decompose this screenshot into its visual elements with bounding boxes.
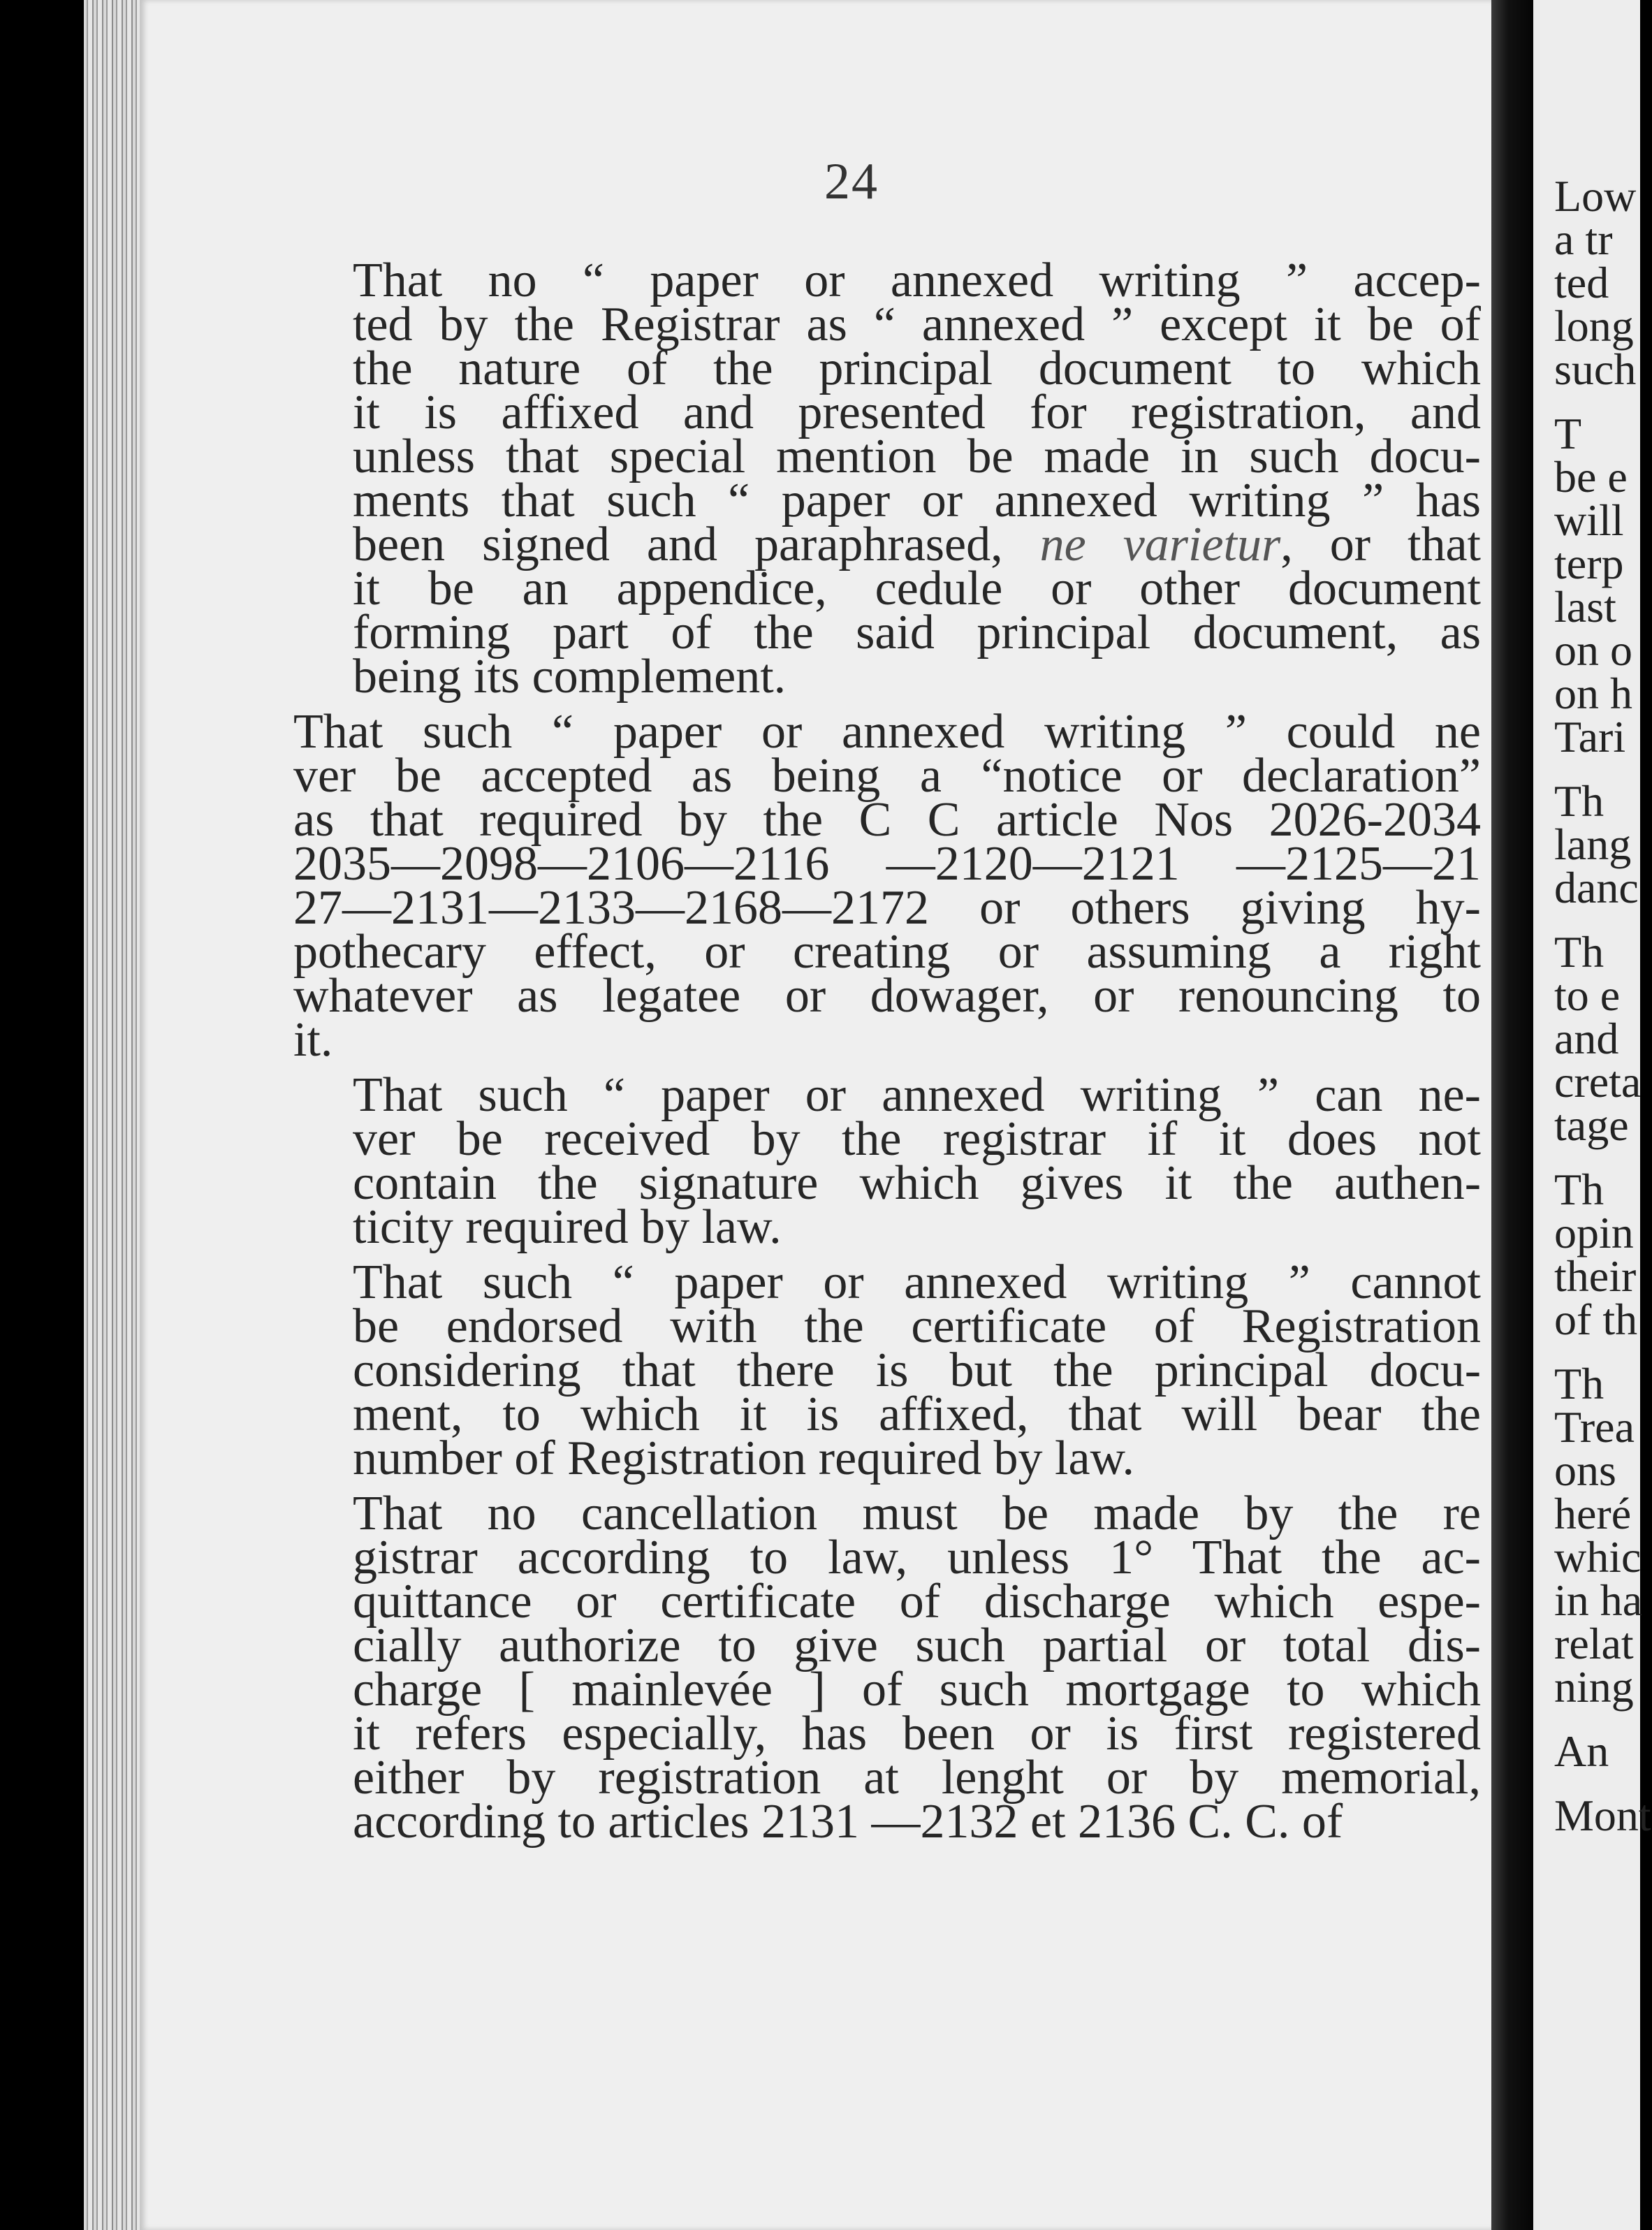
page-number: 24: [824, 153, 879, 210]
right-page-line: An: [1554, 1726, 1609, 1776]
text-line: whatever as legatee or dowager, or renouncing to: [293, 969, 1481, 1023]
right-page-line: opin: [1554, 1208, 1634, 1258]
right-page-line: lang: [1554, 819, 1632, 869]
text-line: it.: [293, 1013, 333, 1067]
right-page-line: Tari: [1554, 712, 1626, 761]
right-page-line: ted: [1554, 258, 1609, 307]
page-body-text: [293, 254, 1481, 1849]
right-page-line: such: [1554, 344, 1637, 394]
right-page-line: in ha: [1554, 1575, 1643, 1625]
latin-phrase: ne varietur: [1039, 518, 1281, 571]
right-page-line: Mont: [1554, 1791, 1651, 1840]
text-line: quittance or certificate of discharge which espe-: [353, 1575, 1481, 1628]
text-line: 2035—2098—2106—2116 —2120—2121 —2125—21: [293, 837, 1481, 891]
paragraph: [293, 705, 1481, 1067]
right-page-line: on h: [1554, 669, 1632, 718]
right-page-line: ons: [1554, 1445, 1616, 1495]
paragraph: [293, 1255, 1481, 1485]
right-page-line: will: [1554, 495, 1624, 545]
right-page-line: a tr: [1554, 214, 1613, 264]
right-page-line: creta: [1554, 1057, 1642, 1107]
right-page-line: Th: [1554, 1359, 1605, 1408]
text-line: cially authorize to give such partial or total dis-: [353, 1619, 1481, 1672]
text-line: 27—2131—2133—2168—2172 or others giving hy-: [293, 881, 1481, 935]
text-line: That such “ paper or annexed writing ” can ne-: [353, 1068, 1481, 1122]
text-line: it refers especially, has been or is first registered: [353, 1707, 1481, 1761]
text-line: as that required by the C C article Nos 2026-2034: [293, 793, 1481, 847]
text-line: ver be received by the registrar if it does not: [353, 1112, 1481, 1166]
text-line: ted by the Registrar as “ annexed ” except it be of: [353, 298, 1481, 351]
right-page-line: Th: [1554, 927, 1605, 977]
text-line: unless that special mention be made in such docu-: [353, 430, 1481, 483]
right-page-line: and: [1554, 1014, 1619, 1063]
right-page-line: terp: [1554, 539, 1624, 588]
text-line: number of Registration required by law.: [353, 1431, 1135, 1485]
text-line: been signed and paraphrased, ne varietur, or that: [353, 518, 1481, 571]
paragraph: [293, 254, 1481, 704]
right-page-line: T: [1554, 409, 1582, 458]
scan-border: [0, 0, 84, 2230]
text-line: That no “ paper or annexed writing ” accep-: [353, 254, 1481, 307]
text-line: considering that there is but the principal docu-: [353, 1343, 1481, 1397]
right-page-line: Trea: [1554, 1402, 1635, 1452]
right-page-line: long: [1554, 301, 1634, 351]
right-page-line: Th: [1554, 1165, 1605, 1214]
text-line: be endorsed with the certificate of Registration: [353, 1299, 1481, 1353]
text-line: pothecary effect, or creating or assuming a right: [293, 925, 1481, 979]
text-line: charge [ mainlevée ] of such mortgage to which: [353, 1663, 1481, 1717]
text-line: That such “ paper or annexed writing ” cannot: [353, 1255, 1481, 1309]
right-page-line: ning: [1554, 1662, 1634, 1712]
text-line: That such “ paper or annexed writing ” could ne: [293, 705, 1481, 759]
right-page-line: Th: [1554, 776, 1605, 826]
right-page-line: relat: [1554, 1619, 1634, 1668]
text-line: contain the signature which gives it the authen-: [353, 1156, 1481, 1210]
right-page-line: whic: [1554, 1532, 1642, 1582]
page-edges: [84, 0, 140, 2230]
text-line: gistrar according to law, unless 1° That the ac-: [353, 1531, 1481, 1584]
paragraph: [293, 1487, 1481, 1849]
right-page-line: last: [1554, 582, 1616, 632]
right-page-text-fragments: [1554, 171, 1652, 1840]
right-page-line: danc: [1554, 863, 1639, 912]
text-line: being its complement.: [353, 650, 787, 704]
text-line: it is affixed and presented for registration, and: [353, 386, 1481, 439]
right-page-line: Low: [1554, 171, 1637, 221]
book-gutter: [1491, 0, 1533, 2230]
right-page-line: on o: [1554, 625, 1632, 675]
text-line: ticity required by law.: [353, 1200, 782, 1254]
text-line: either by registration at lenght or by memorial,: [353, 1751, 1481, 1805]
right-page-line: heré: [1554, 1489, 1632, 1538]
right-page-line: their: [1554, 1251, 1637, 1301]
text-line: ment, to which it is affixed, that will bear the: [353, 1387, 1481, 1441]
text-line: ments that such “ paper or annexed writing ” has: [353, 474, 1481, 527]
right-page-line: of th: [1554, 1295, 1638, 1344]
text-line: it be an appendice, cedule or other document: [353, 562, 1481, 615]
text-line: forming part of the said principal document, as: [353, 606, 1481, 659]
right-page-line: to e: [1554, 970, 1621, 1020]
text-line: the nature of the principal document to which: [353, 342, 1481, 395]
paragraph: [293, 1068, 1481, 1254]
right-page-line: be e: [1554, 452, 1628, 502]
right-page-line: tage: [1554, 1100, 1629, 1150]
text-line: ver be accepted as being a “notice or declaration”: [293, 749, 1481, 803]
text-line: That no cancellation must be made by the re: [353, 1487, 1481, 1540]
text-line: according to articles 2131 —2132 et 2136 C. C. of: [353, 1795, 1343, 1849]
